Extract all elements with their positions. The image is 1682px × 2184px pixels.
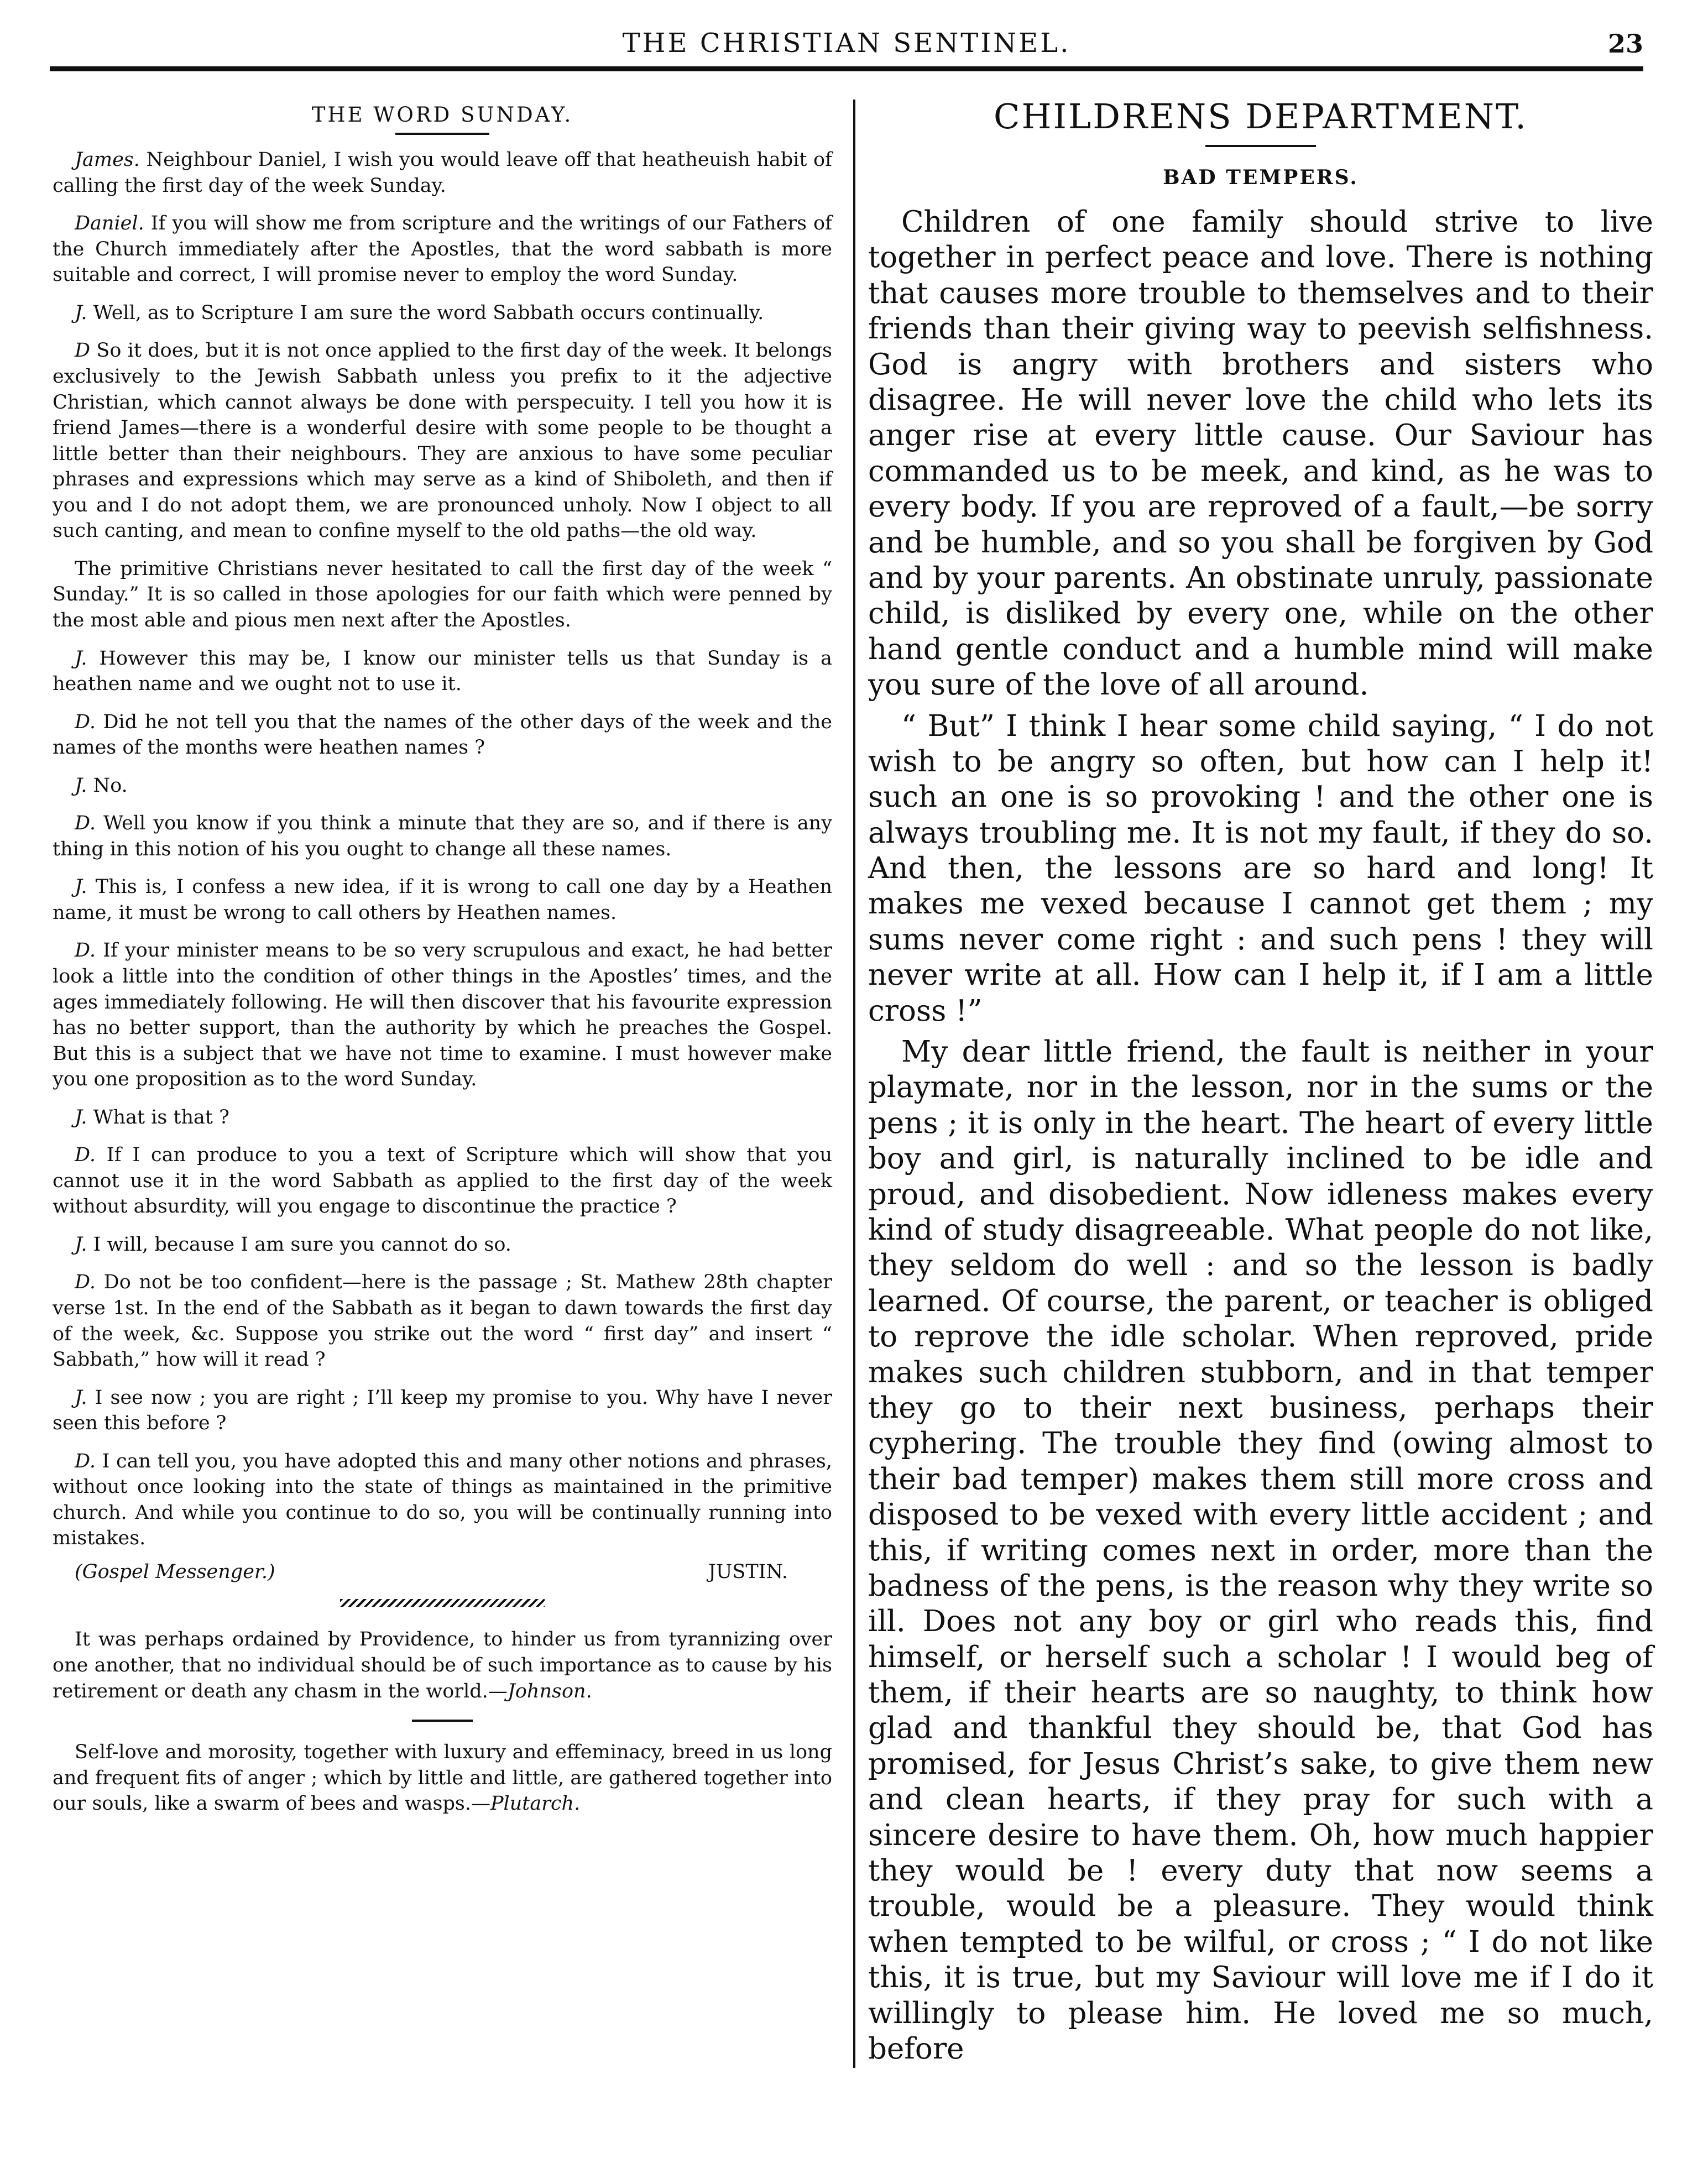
dialogue-line [53, 1385, 832, 1436]
dialogue-text: Well you know if you think a minute that they are so, and if there is any thing in this notion of his you ought to change all these names. [53, 812, 832, 860]
wavy-divider [340, 1599, 545, 1607]
department-title: CHILDRENS DEPARTMENT. [994, 96, 1528, 137]
page-number: 23 [1607, 29, 1643, 59]
quote-citation: —Plutarch. [471, 1793, 581, 1815]
section-divider [412, 1720, 473, 1722]
title-rule [395, 133, 489, 135]
dialogue-line [53, 1105, 832, 1131]
speaker-name: D. [75, 710, 96, 733]
speaker-name: James. [75, 149, 140, 171]
article-source: (Gospel Messenger.) [75, 1560, 275, 1583]
dialogue-line [53, 1269, 832, 1372]
dialogue-text: What is that ? [87, 1106, 229, 1128]
title-rule [1205, 145, 1316, 147]
dialogue-line [53, 211, 832, 288]
dialogue-text: This is, I confess a new idea, if it is wrong to call one day by a Heathen name, it must be wrong to call others by Heathen names. [53, 876, 832, 924]
dialogue-text: Did he not tell you that the names of the other days of the week and the names of the months were heathen names ? [53, 710, 832, 759]
speaker-name: Daniel. [75, 212, 144, 235]
article-subtitle: BAD TEMPERS. [1163, 166, 1359, 190]
speaker-name: J. [75, 876, 87, 898]
article-author: JUSTIN. [708, 1560, 788, 1583]
dialogue-line [53, 874, 832, 926]
dialogue-line [53, 147, 832, 198]
quote-plutarch [53, 1739, 832, 1817]
dialogue-line [53, 646, 832, 697]
speaker-name: D. [75, 1450, 96, 1472]
right-column [868, 91, 1653, 2072]
journal-title: THE CHRISTIAN SENTINEL. [622, 28, 1071, 59]
speaker-name: D. [75, 1144, 96, 1167]
page-header [50, 22, 1643, 72]
dialogue-text: I can tell you, you have adopted this and many other notions and phrases, without once looking into the state of things as maintained in the primitive church. And while you continue to do so, you will be continually running into mistakes. [53, 1450, 832, 1550]
speaker-name: J. [75, 647, 87, 670]
quote-johnson [53, 1627, 832, 1704]
paragraph: My dear little friend, the fault is neither in your playmate, nor in the lesson, nor in the sums or the pens ; it is only in the heart. The heart of every little boy and girl, is naturally inclined to be idle and proud, and disobedient. Now idleness makes every kind of study disagreeable. What people do not like, they seldom do well : and so the lesson is badly learned. Of course, the parent, or teacher is obliged to reprove the idle scholar. When reproved, pride makes such children stubborn, and in that temper they go to their next business, perhaps their cyphering. The trouble they find (owing almost to their bad temper) makes them still more cross and disposed to be vexed with every little accident ; and this, if writing comes next in order, more than the badness of the pens, is the reason why they write so ill. Does not any boy or girl who reads this, find himself, or herself such a scholar ! I would beg of them, if their hearts are so naughty, to think how glad and thankful they should be, that God has promised, for Jesus Christ’s sake, to give them new and clean hearts, if they pray for such with a sincere desire to have them. Oh, how much happier they would be ! every duty that now seems a trouble, would be a pleasure. They would think when tempted to be wilful, or cross ; “ I do not like this, it is true, but my Saviour will love me if I do it willingly to please him. He loved me so much, before [868, 1035, 1653, 2066]
article-title: THE WORD SUNDAY. [311, 103, 573, 127]
header-rule [50, 66, 1643, 71]
dialogue-text: Do not be too confident—here is the passage ; St. Mathew 28th chapter verse 1st. In the end of the Sabbath as it began to dawn towards the first day of the week, &c. Suppose you strike out the word “ first day” and insert “ Sabbath,” how will it read ? [53, 1271, 832, 1371]
dialogue [53, 147, 832, 1551]
speaker-name: D. [75, 939, 96, 962]
dialogue-line [53, 1232, 832, 1258]
dialogue-text: I will, because I am sure you cannot do so. [87, 1233, 511, 1256]
quote-citation: —Johnson. [488, 1680, 592, 1702]
dialogue-text: If your minister means to be so very scrupulous and exact, he had better look a little into the condition of other things in the Apostles’ times, and the ages immediately following. He will then discover that his favourite expression has no better support, than the authority by which he preaches the Gospel. But this is a subject that we have not time to examine. I must however make you one proposition as to the word Sunday. [53, 939, 832, 1091]
dialogue-line [53, 300, 832, 326]
quote-text: It was perhaps ordained by Providence, to hinder us from tyrannizing over one another, that no individual should be of such importance as to cause by his retirement or death any chasm in the world. [53, 1628, 832, 1702]
dialogue-line [53, 811, 832, 862]
column-divider [853, 100, 855, 2068]
paragraph: “ But” I think I hear some child saying, “ I do not wish to be angry so often, but how can I help it! such an one is so provoking ! and the other one is always troubling me. It is not my fault, if they do so. And then, the lessons are so hard and long! It makes me vexed because I cannot get them ; my sums never come right : and such pens ! they will never write at all. How can I help it, if I am a little cross !” [868, 709, 1653, 1028]
article-signature [53, 1559, 832, 1585]
quote-text: Self-love and morosity, together with luxury and effeminacy, breed in us long and frequent fits of anger ; which by little and little, are gathered together into our souls, like a swarm of bees and wasps. [53, 1741, 832, 1815]
dialogue-text: No. [87, 774, 128, 797]
speaker-name: J. [75, 301, 87, 324]
dialogue-line [53, 709, 832, 761]
speaker-name: D. [75, 1271, 96, 1294]
dialogue-line [53, 938, 832, 1092]
left-column [53, 91, 832, 1829]
speaker-name: D. [75, 812, 96, 835]
dialogue-text: However this may be, I know our minister tells us that Sunday is a heathen name and we ought not to use it. [53, 647, 832, 696]
dialogue-text: So it does, but it is not once applied to the first day of the week. It belongs exclusively to the Jewish Sabbath unless you prefix to it the adjective Christian, which cannot always be done with perspecuity. I tell you how it is friend James—there is a wonderful desire with some people to be thought a little better than their neighbours. They are anxious to have some peculiar phrases and expressions which may serve as a kind of Shiboleth, and then if you and I do not adopt them, we are pronounced unholy. Now I object to all such canting, and mean to confine myself to the old paths—the old way. [53, 339, 832, 542]
dialogue-line [53, 1449, 832, 1551]
speaker-name: J. [75, 1386, 87, 1409]
dialogue-text: Neighbour Daniel, I wish you would leave off that heatheuish habit of calling the first day of the week Sunday. [53, 149, 832, 197]
dialogue-line [53, 338, 832, 544]
paragraph: Children of one family should strive to live together in perfect peace and love. There is nothing that causes more trouble to themselves and to their friends than their giving way to peevish selfishness. God is angry with brothers and sisters who disagree. He will never love the child who lets its anger rise at every little cause. Our Saviour has commanded us to be meek, and kind, as he was to every body. If you are reproved of a fault,—be sorry and be humble, and so you shall be forgiven by God and by your parents. An obstinate unruly, passionate child, is disliked by every one, while on the other hand gentle conduct and a humble mind will make you sure of the love of all around. [868, 205, 1653, 702]
speaker-name: J. [75, 1233, 87, 1256]
dialogue-line [53, 1142, 832, 1220]
dialogue-text: The primitive Christians never hesitated to call the first day of the week “ Sunday.” It is so called in those apologies for our faith which were penned by the most able and pious men next after the Apostles. [53, 557, 832, 631]
dialogue-line [53, 556, 832, 634]
speaker-name: D [75, 339, 91, 362]
dialogue-line [53, 773, 832, 799]
dialogue-text: I see now ; you are right ; I’ll keep my promise to you. Why have I never seen this before ? [53, 1386, 832, 1435]
dialogue-text: Well, as to Scripture I am sure the word Sabbath occurs continually. [87, 301, 764, 324]
speaker-name: J. [75, 774, 87, 797]
speaker-name: J. [75, 1106, 87, 1128]
dialogue-text: If you will show me from scripture and the writings of our Fathers of the Church immediately after the Apostles, that the word sabbath is more suitable and correct, I will promise never to employ the word Sunday. [53, 212, 832, 286]
dialogue-text: If I can produce to you a text of Scripture which will show that you cannot use it in the word Sabbath as applied to the first day of the week without absurdity, will you engage to discontinue the practice ? [53, 1144, 832, 1218]
